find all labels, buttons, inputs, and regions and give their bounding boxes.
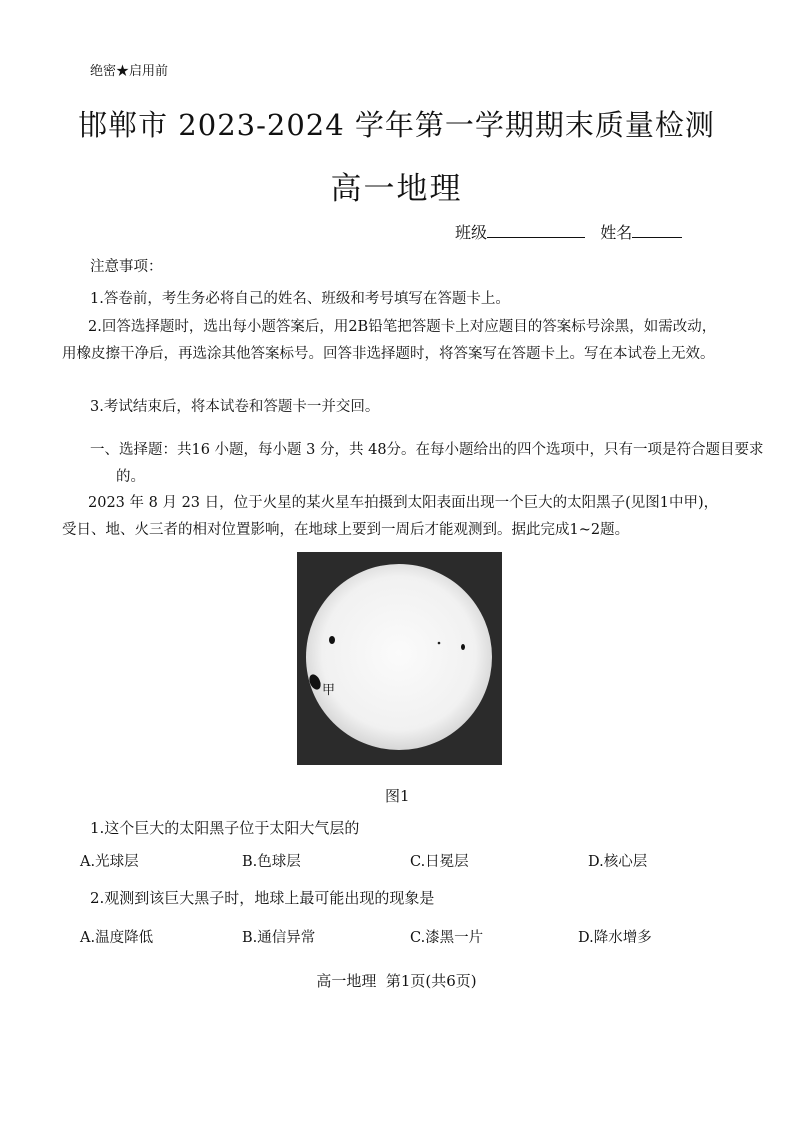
question-2-stem: 2.观测到该巨大黑子时，地球上最可能出现的现象是 [90,889,435,907]
section-heading: 一、选择题：共16 小题，每小题 3 分，共 48分。在每小题给出的四个选项中，只有一项是符合题目要求的。 [90,442,764,485]
class-blank [487,223,585,238]
class-label: 班级 [455,223,488,242]
question-1-option-a: A.光球层 [80,854,139,870]
question-2-option-b: B.通信异常 [242,930,316,946]
question-1-option-d: D.核心层 [588,854,648,870]
page-footer: 高一地理 第1页(共6页) [316,972,477,990]
figure-caption: 图1 [385,787,410,805]
notice-item-2: 2.回答选择题时，选出每小题答案后，用2B铅笔把答题卡上对应题目的答案标号涂黑，如需改动，用橡皮擦干净后，再选涂其他答案标号。回答非选择题时，将答案写在答题卡上。写在本试卷上无效。 [62,319,717,362]
confidential-label: 绝密★启用前 [90,64,169,79]
sun-disk-image [297,552,502,765]
name-blank [632,223,682,238]
section-intro: 2023 年 8 月 23 日，位于火星的某火星车拍摄到太阳表面出现一个巨大的太阳黑子(见图1中甲)，受日、地、火三者的相对位置影响，在地球上要到一周后才能观测到。据此完成1~2题。 [62,495,719,538]
sunspot-label: 甲 [322,683,336,698]
student-info-fields [455,220,682,243]
question-1-stem: 1.这个巨大的太阳黑子位于太阳大气层的 [90,819,360,837]
question-1-option-c: C.日冕层 [410,854,469,870]
question-2-option-a: A.温度降低 [80,930,154,946]
exam-title: 邯郸市 2023-2024 学年第一学期期末质量检测 [78,108,715,142]
notice-item-3: 3.考试结束后，将本试卷和答题卡一并交回。 [90,399,380,415]
question-2-option-c: C.漆黑一片 [410,930,484,946]
sun-photo-figure [297,552,502,765]
question-2-option-d: D.降水增多 [578,930,652,946]
question-1-option-b: B.色球层 [242,854,301,870]
notice-item-1: 1.答卷前，考生务必将自己的姓名、班级和考号填写在答题卡上。 [90,291,510,307]
name-label: 姓名 [600,223,633,242]
exam-subject-title: 高一地理 [330,171,463,207]
notice-heading: 注意事项： [90,259,163,275]
